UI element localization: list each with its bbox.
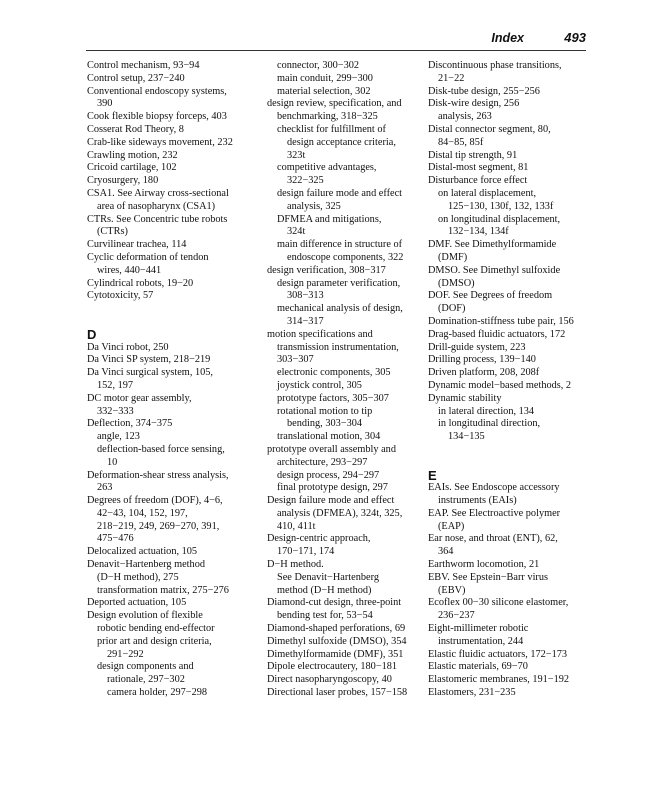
index-subentry: joystick control, 305	[277, 379, 362, 391]
index-entry: Crab-like sideways movement, 232	[87, 136, 233, 148]
index-subentry: angle, 123	[97, 431, 140, 443]
index-entry: Disk-wire design, 256	[428, 98, 520, 110]
index-entry: Disk-tube design, 255−256	[428, 85, 540, 97]
index-entry: Drilling process, 139−140	[428, 354, 536, 366]
index-entry: Delocalized actuation, 105	[87, 546, 198, 558]
index-entry: Conventional endoscopy systems,	[87, 85, 227, 97]
index-subentry: analysis, 263	[438, 111, 492, 123]
index-entry: Dynamic stability	[428, 392, 502, 404]
index-entry: Distal connector segment, 80,	[428, 123, 551, 135]
index-subentry: bending, 303−304	[287, 418, 363, 430]
index-subentry: 84−85, 85f	[438, 136, 484, 148]
index-entry: Cylindrical robots, 19−20	[87, 277, 194, 289]
index-entry: design verification, 308−317	[267, 264, 386, 276]
index-subentry: benchmarking, 318−325	[277, 111, 378, 123]
index-entry: motion specifications and	[267, 328, 373, 340]
index-subentry: 263	[97, 482, 113, 494]
index-entry: Deported actuation, 105	[87, 597, 187, 609]
index-entry: Ecoflex 00−30 silicone elastomer,	[428, 597, 569, 609]
index-entry: Design-centric approach,	[267, 533, 371, 545]
index-entry: Dynamic model−based methods, 2	[428, 379, 572, 391]
index-subentry: 364	[438, 546, 454, 558]
index-subentry: 42−43, 104, 152, 197,	[97, 507, 188, 519]
index-entry: EAIs. See Endoscope accessory	[428, 482, 560, 494]
index-entry: Direct nasopharyngoscopy, 40	[267, 674, 392, 686]
index-entry: Diamond-shaped perforations, 69	[267, 623, 406, 635]
index-entry: Dimethylformamide (DMF), 351	[267, 648, 404, 660]
index-subentry: translational motion, 304	[277, 431, 381, 443]
index-entry: Curvilinear trachea, 114	[87, 239, 187, 251]
page-number: 493	[564, 30, 586, 45]
index-entry: Elastomers, 231−235	[428, 687, 516, 699]
index-entry: Eight-millimeter robotic	[428, 623, 529, 635]
index-entry: Cyclic deformation of tendon	[87, 251, 209, 263]
index-subentry: (EBV)	[438, 584, 466, 596]
index-subentry: prior art and design criteria,	[97, 635, 212, 647]
index-column-2	[267, 60, 417, 700]
index-entry: Design failure mode and effect	[267, 495, 395, 507]
running-header	[86, 30, 586, 51]
section-letter-heading: D	[87, 326, 97, 342]
index-entry: design review, specification, and	[267, 98, 402, 110]
index-subentry: design components and	[97, 661, 194, 673]
index-entry: D−H method.	[267, 559, 324, 571]
index-entry: Elastic fluidic actuators, 172−173	[428, 648, 568, 660]
index-entry: Cosserat Rod Theory, 8	[87, 123, 184, 135]
index-subentry: 170−171, 174	[277, 546, 335, 558]
index-subentry: mechanical analysis of design,	[277, 303, 403, 315]
index-subentry: main conduit, 299−300	[277, 72, 373, 84]
index-entry: Denavit−Hartenberg method	[87, 559, 205, 571]
index-entry: Distal tip strength, 91	[428, 149, 518, 161]
index-subentry: (CTRs)	[97, 226, 128, 238]
index-entry: Disturbance force effect	[428, 175, 528, 187]
spacer	[87, 303, 255, 316]
index-subentry: wires, 440−441	[97, 264, 162, 276]
index-subentry: analysis (DFMEA), 324t, 325,	[277, 507, 403, 519]
index-entry: CTRs. See Concentric tube robots	[87, 213, 228, 225]
index-subentry: deflection-based force sensing,	[97, 443, 225, 455]
index-entry: Domination-stiffness tube pair, 156	[428, 315, 574, 327]
index-entry: Cook flexible biopsy forceps, 403	[87, 111, 227, 123]
index-subentry: bending test for, 53−54	[277, 610, 373, 622]
index-subentry: connector, 300−302	[277, 60, 360, 71]
index-entry: Control setup, 237−240	[87, 72, 185, 84]
index-subentry: (EAP)	[438, 520, 465, 532]
index-subentry: See Denavit−Hartenberg	[277, 571, 379, 583]
index-entry: Diamond-cut design, three-point	[267, 597, 402, 609]
index-column-3	[428, 60, 596, 700]
index-subentry: on longitudinal displacement,	[438, 213, 561, 225]
index-entry: Da Vinci surgical system, 105,	[87, 367, 213, 379]
index-subentry: on lateral displacement,	[438, 187, 537, 199]
index-entry: Distal-most segment, 81	[428, 162, 529, 174]
index-entry: Da Vinci SP system, 218−219	[87, 354, 211, 366]
index-subentry: competitive advantages,	[277, 162, 377, 174]
index-subentry: 324t	[287, 226, 306, 238]
index-entry: EAP. See Electroactive polymer	[428, 507, 561, 519]
index-entry: Driven platform, 208, 208f	[428, 367, 540, 379]
index-subentry: 21−22	[438, 72, 465, 84]
index-subentry: checklist for fulfillment of	[277, 123, 386, 135]
index-subentry: method (D−H method)	[277, 584, 372, 596]
index-subentry: 323t	[287, 149, 306, 161]
index-entry: Dimethyl sulfoxide (DMSO), 354	[267, 635, 407, 647]
index-entry: Da Vinci robot, 250	[87, 341, 169, 353]
index-subentry: 308−313	[287, 290, 324, 302]
index-entry: Control mechanism, 93−94	[87, 60, 200, 71]
index-entry: Directional laser probes, 157−158	[267, 687, 408, 699]
index-entry: CSA1. See Airway cross-sectional	[87, 187, 229, 199]
index-subentry: 332−333	[97, 405, 134, 417]
index-subentry: architecture, 293−297	[277, 456, 368, 468]
index-subentry: DFMEA and mitigations,	[277, 213, 382, 225]
index-subentry: 410, 411t	[277, 520, 316, 532]
index-entry: DMSO. See Dimethyl sulfoxide	[428, 264, 561, 276]
index-entry: Degrees of freedom (DOF), 4−6,	[87, 495, 223, 507]
index-subentry: 475−476	[97, 533, 134, 545]
index-entry: Deformation-shear stress analysis,	[87, 469, 229, 481]
index-entry: Elastomeric membranes, 191−192	[428, 674, 570, 686]
index-subentry: final prototype design, 297	[277, 482, 388, 494]
spacer	[87, 316, 255, 329]
index-subentry: 390	[97, 98, 113, 110]
index-entry: Cricoid cartilage, 102	[87, 162, 177, 174]
index-subentry: 314−317	[287, 315, 324, 327]
index-subentry: material selection, 302	[277, 85, 371, 97]
index-entry: DC motor gear assembly,	[87, 392, 192, 404]
index-subentry: prototype factors, 305−307	[277, 392, 389, 404]
index-subentry: instruments (EAIs)	[438, 495, 517, 507]
index-entry: Dipole electrocautery, 180−181	[267, 661, 398, 673]
index-entry: DOF. See Degrees of freedom	[428, 290, 553, 302]
index-entry: Design evolution of flexible	[87, 610, 203, 622]
index-subentry: transmission instrumentation,	[277, 341, 399, 353]
index-subentry: 303−307	[277, 354, 314, 366]
index-subentry: 218−219, 249, 269−270, 391,	[97, 520, 220, 532]
index-subentry: 132−134, 134f	[448, 226, 509, 238]
index-subentry: (DMF)	[438, 251, 468, 263]
index-entry: Deflection, 374−375	[87, 418, 173, 430]
index-subentry: 134−135	[448, 431, 485, 443]
index-subentry: main difference in structure of	[277, 239, 403, 251]
index-subentry: design acceptance criteria,	[287, 136, 396, 148]
index-subentry: instrumentation, 244	[438, 635, 524, 647]
section-letter-heading: E	[428, 467, 437, 483]
spacer	[428, 457, 596, 470]
index-subentry: robotic bending end-effector	[97, 623, 215, 635]
index-subentry: area of nasopharynx (CSA1)	[97, 200, 216, 212]
running-head-title: Index	[491, 31, 524, 45]
index-subentry: (DOF)	[438, 303, 466, 315]
index-subentry: transformation matrix, 275−276	[97, 584, 229, 596]
index-subentry: analysis, 325	[287, 200, 341, 212]
index-entry: Discontinuous phase transitions,	[428, 60, 562, 71]
index-column-1	[87, 60, 255, 700]
index-entry: Earthworm locomotion, 21	[428, 559, 540, 571]
index-entry: Drag-based fluidic actuators, 172	[428, 328, 566, 340]
spacer	[428, 444, 596, 457]
index-subentry: endoscope components, 322	[287, 251, 404, 263]
index-entry: Elastic materials, 69−70	[428, 661, 528, 673]
index-subentry: 236−237	[438, 610, 475, 622]
index-subentry: design process, 294−297	[277, 469, 380, 481]
index-subentry: design failure mode and effect	[277, 187, 403, 199]
index-subentry: in longitudinal direction,	[438, 418, 541, 430]
index-entry: DMF. See Dimethylformamide	[428, 239, 557, 251]
index-subentry: 125−130, 130f, 132, 133f	[448, 200, 554, 212]
index-subentry: electronic components, 305	[277, 367, 391, 379]
index-entry: EBV. See Epstein−Barr virus	[428, 571, 549, 583]
index-subentry: rotational motion to tip	[277, 405, 373, 417]
index-entry: Drill-guide system, 223	[428, 341, 526, 353]
index-subentry: (D−H method), 275	[97, 571, 179, 583]
index-subentry: 152, 197	[97, 379, 134, 391]
index-subentry: 291−292	[107, 648, 144, 660]
index-subentry: (DMSO)	[438, 277, 475, 289]
index-subentry: 10	[107, 456, 118, 468]
index-subentry: camera holder, 297−298	[107, 687, 208, 699]
index-entry: Ear nose, and throat (ENT), 62,	[428, 533, 558, 545]
index-subentry: 322−325	[287, 175, 324, 187]
index-entry: Cytotoxicity, 57	[87, 290, 154, 302]
index-entry: prototype overall assembly and	[267, 443, 396, 455]
index-entry: Crawling motion, 232	[87, 149, 178, 161]
index-subentry: in lateral direction, 134	[438, 405, 535, 417]
index-entry: Cryosurgery, 180	[87, 175, 159, 187]
index-subentry: design parameter verification,	[277, 277, 401, 289]
index-subentry: rationale, 297−302	[107, 674, 185, 686]
